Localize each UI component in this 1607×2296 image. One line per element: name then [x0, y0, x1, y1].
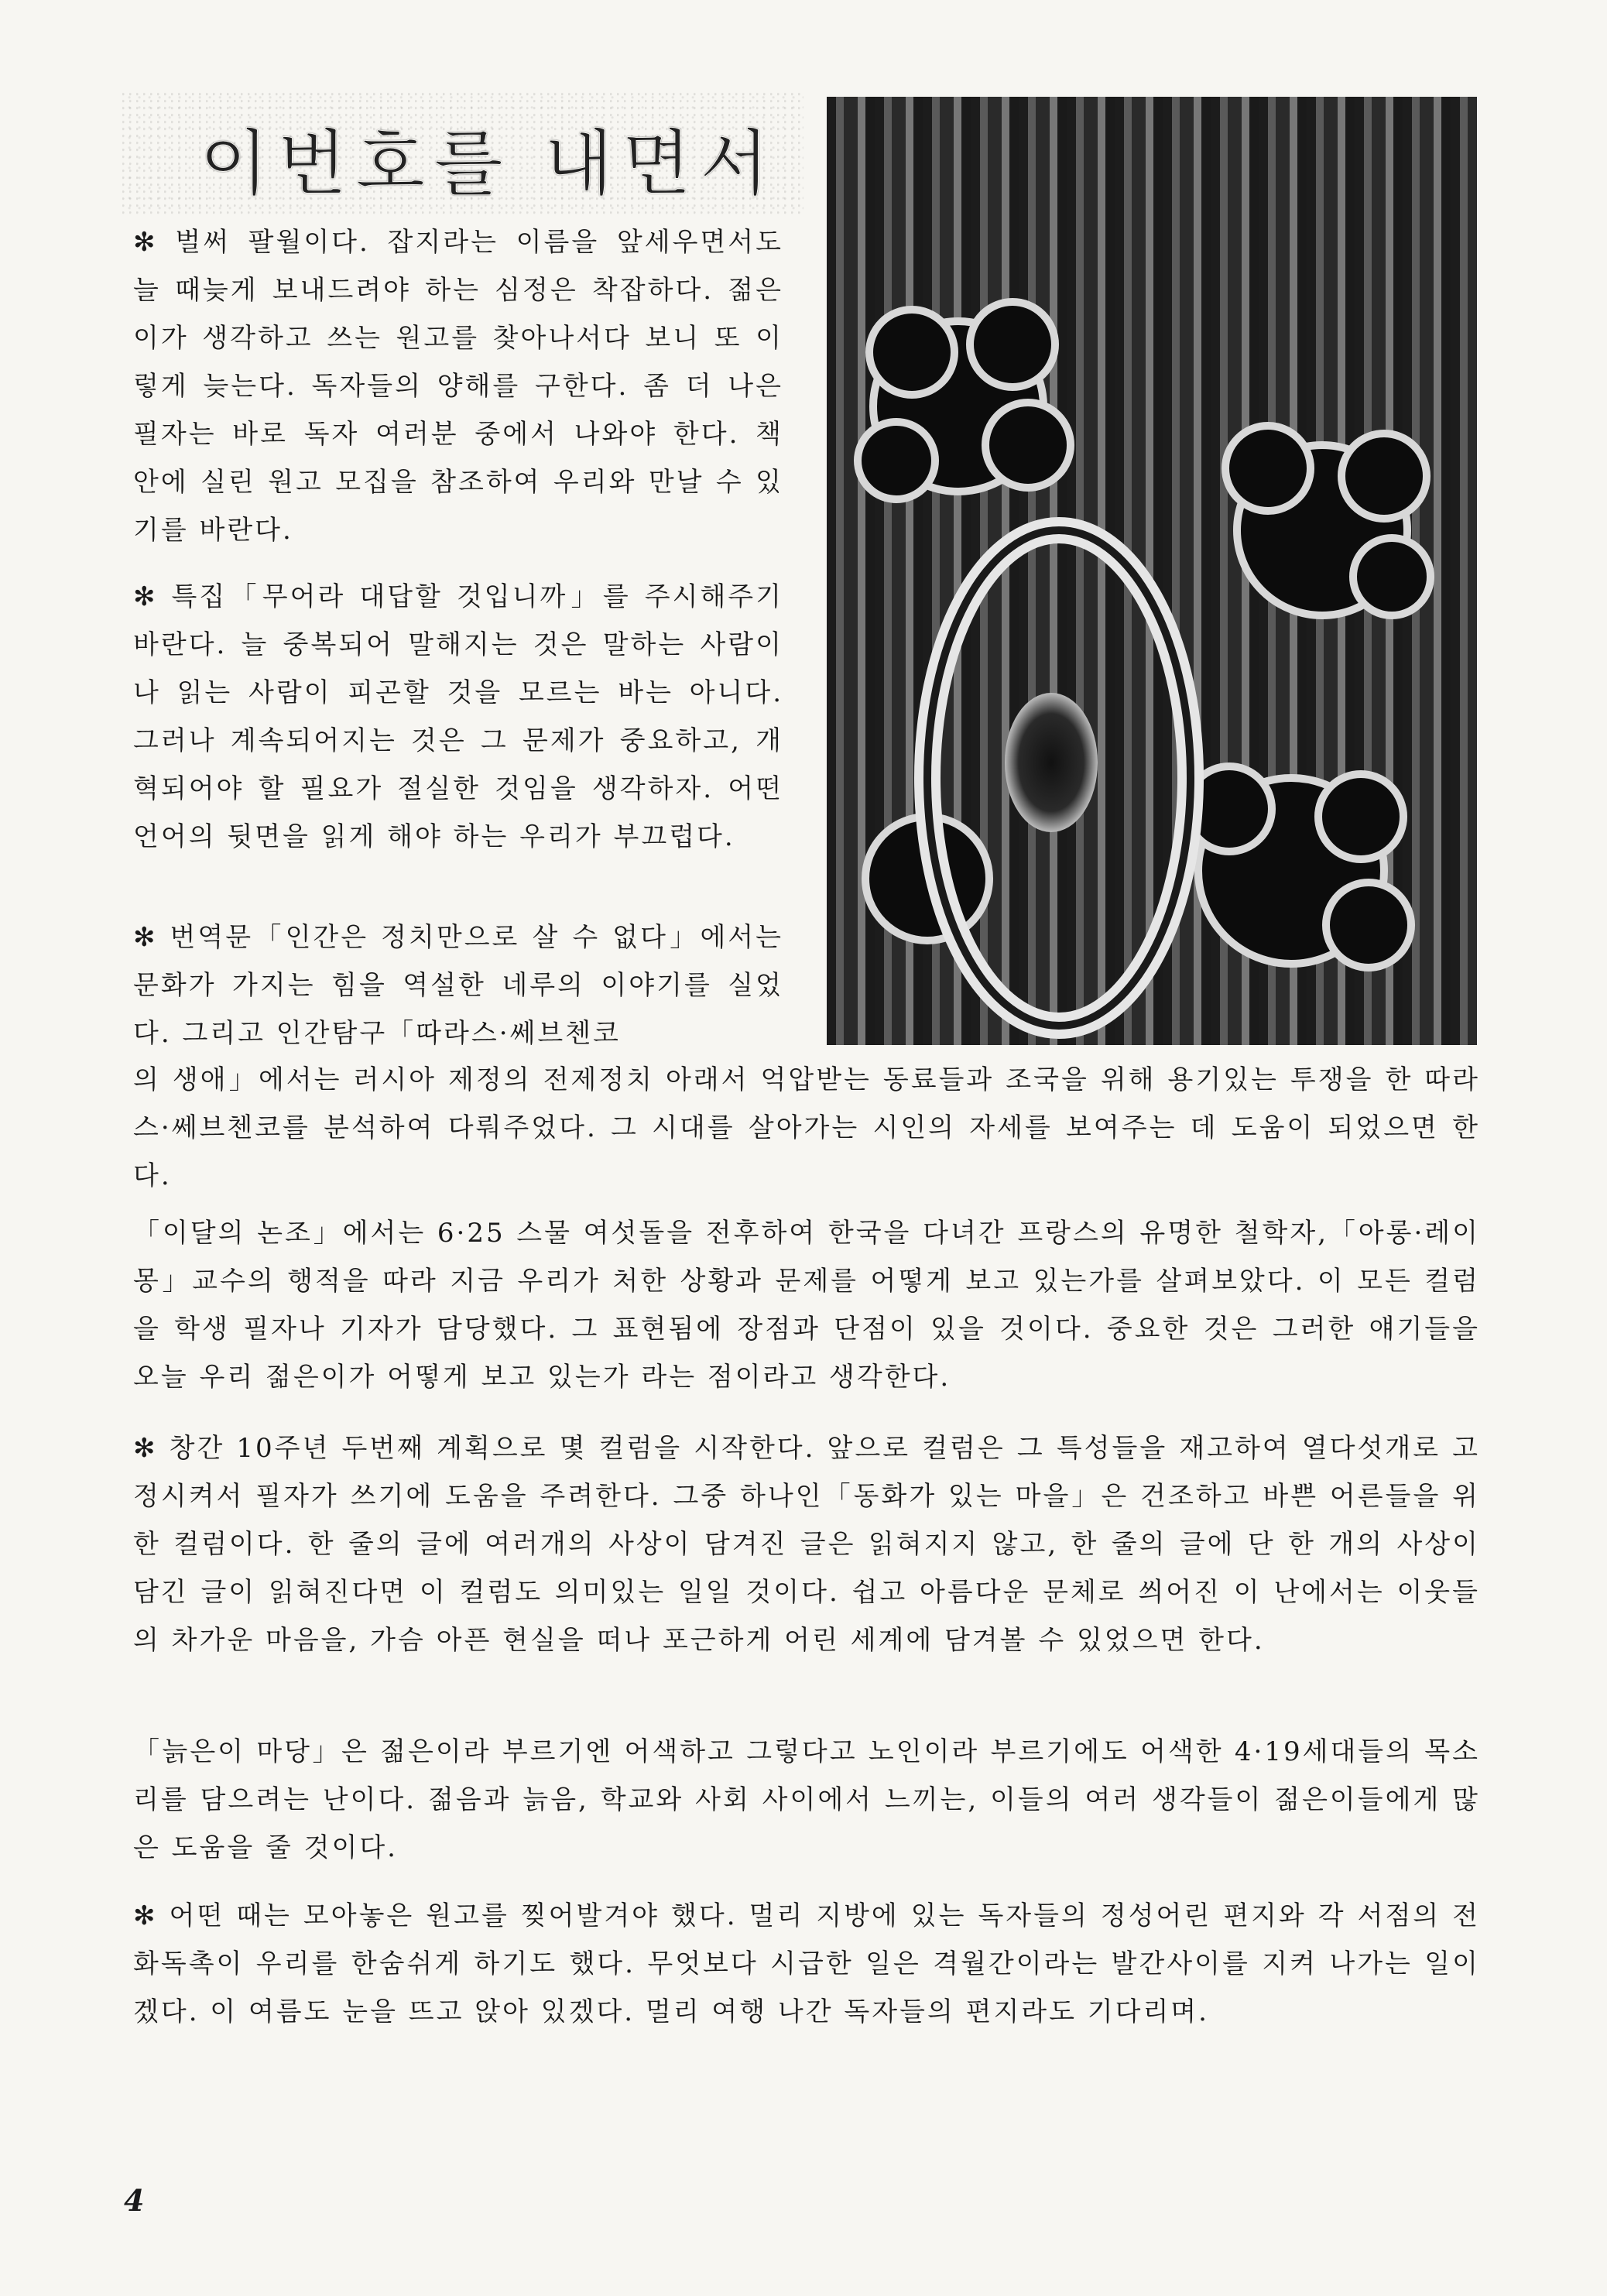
paragraph-5: ✻ 창간 10주년 두번째 계획으로 몇 컬럼을 시작한다. 앞으로 컬럼은 그 특성들을 재고하여 열다섯개로 고정시켜서 필자가 쓰기에 도움을 주려한다. 그중 하나인「동화가 있는 마을」은 건조하고 바쁜 어른들을 위한 컬럼이다. 한 줄의 글에 여러개의 사상이 담겨진 글은 읽혀지지 않고, 한 줄의 글에 단 한 개의 사상이 담긴 글이 읽혀진다면 이 컬럼도 의미있는 일일 것이다. 쉽고 아름다운 문체로 씌어진 이 난에서는 이웃들의 차가운 마음을, 가슴 아픈 현실을 떠나 포근하게 어린 세계에 담겨볼 수 있었으면 한다. [133, 1433, 1480, 1656]
page-number: 4 [124, 2183, 145, 2218]
page-title: 이번호를 내면서 [200, 122, 779, 205]
paragraph-1: ✻ 벌써 팔월이다. 잡지라는 이름을 앞세우면서도 늘 때늦게 보내드려야 하는 심정은 착잡하다. 젊은이가 생각하고 쓰는 원고를 찾아나서다 보니 또 이렇게 늦는다. 독자들의 양해를 구한다. 좀 더 나은 필자는 바로 독자 여러분 중에서 나와야 한다. 책 안에 실린 원고 모집을 참조하여 우리와 만날 수 있기를 바란다. [133, 227, 783, 546]
paragraph-2: ✻ 특집「무어라 대답할 것입니까」를 주시해주기 바란다. 늘 중복되어 말해지는 것은 말하는 사람이나 읽는 사람이 피곤할 것을 모르는 바는 아니다. 그러나 계속되어지는 것은 그 문제가 중요하고, 개혁되어야 할 필요가 절실한 것임을 생각하자. 어떤 언어의 뒷면을 읽게 해야 하는 우리가 부끄럽다. [133, 581, 783, 852]
paragraph-4: 「이달의 논조」에서는 6·25 스물 여섯돌을 전후하여 한국을 다녀간 프랑스의 유명한 철학자,「아롱·레이몽」교수의 행적을 따라 지금 우리가 처한 상황과 문제를 어떻게 보고 있는가를 살펴보았다. 이 모든 컬럼을 학생 필자나 기자가 담당했다. 그 표현됨에 장점과 단점이 있을 것이다. 중요한 것은 그러한 얘기들을 오늘 우리 젊은이가 어떻게 보고 있는가 라는 점이라고 생각한다. [133, 1218, 1480, 1393]
paragraph-7: ✻ 어떤 때는 모아놓은 원고를 찢어발겨야 했다. 멀리 지방에 있는 독자들의 정성어린 편지와 각 서점의 전화독촉이 우리를 한숨쉬게 하기도 했다. 무엇보다 시급한 일은 격월간이라는 발간사이를 지켜 나가는 일이겠다. 이 여름도 눈을 뜨고 앉아 있겠다. 멀리 여행 나간 독자들의 편지라도 기다리며. [133, 1900, 1480, 2027]
paragraph-3: ✻ 번역문「인간은 정치만으로 살 수 없다」에서는 문화가 가지는 힘을 역설한 네루의 이야기를 실었다. 그리고 인간탐구「따라스·쎄브첸코 [133, 922, 783, 1049]
photo-illustration [827, 97, 1477, 1045]
title-area [122, 91, 804, 215]
paragraph-6: 「늙은이 마당」은 젊은이라 부르기엔 어색하고 그렇다고 노인이라 부르기에도 어색한 4·19세대들의 목소리를 담으려는 난이다. 젊음과 늙음, 학교와 사회 사이에서 느끼는, 이들의 여러 생각들이 젊은이들에게 많은 도움을 줄 것이다. [133, 1736, 1480, 1863]
paragraph-3-continued: 의 생애」에서는 러시아 제정의 전제정치 아래서 억압받는 동료들과 조국을 위해 용기있는 투쟁을 한 따라스·쎄브첸코를 분석하여 다뤄주었다. 그 시대를 살아가는 시인의 자세를 보여주는 데 도움이 되었으면 한다. [133, 1064, 1480, 1191]
door-knocker-photo [827, 97, 1477, 1045]
